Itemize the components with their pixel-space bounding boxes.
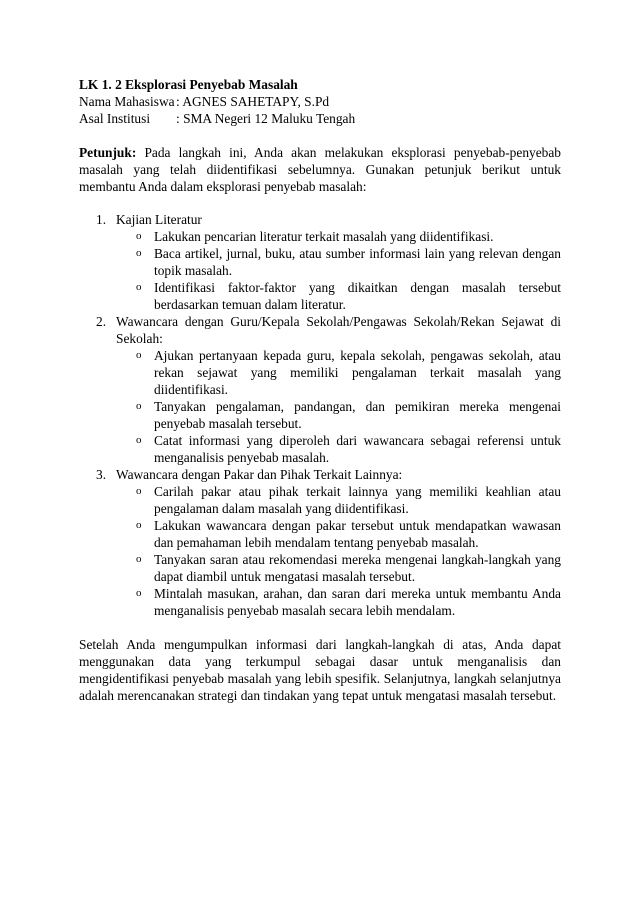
sub-list-text: Catat informasi yang diperoleh dari wawancara sebagai referensi untuk menganalisis penyebab masalah. (154, 433, 561, 465)
sub-list-text: Tanyakan pengalaman, pandangan, dan pemikiran mereka mengenai penyebab masalah tersebut. (154, 399, 561, 431)
document-title: LK 1. 2 Eksplorasi Penyebab Masalah (79, 77, 298, 92)
meta-value: : SMA Negeri 12 Maluku Tengah (176, 111, 356, 126)
sub-list (116, 228, 561, 313)
circle-bullet-icon: o (136, 519, 142, 531)
step-title: Wawancara dengan Guru/Kepala Sekolah/Pengawas Sekolah/Rekan Sejawat di Sekolah: (116, 314, 561, 346)
circle-bullet-icon: o (136, 400, 142, 412)
sub-list-text: Tanyakan saran atau rekomendasi mereka mengenai langkah-langkah yang dapat diambil untuk mengatasi masalah tersebut. (154, 552, 561, 584)
step-item (79, 211, 561, 313)
sub-list-item (116, 279, 561, 313)
sub-list-item (116, 551, 561, 585)
step-item (79, 466, 561, 619)
circle-bullet-icon: o (136, 281, 142, 293)
sub-list-item (116, 347, 561, 398)
circle-bullet-icon: o (136, 553, 142, 565)
meta-value: : AGNES SAHETAPY, S.Pd (176, 94, 330, 109)
sub-list-text: Identifikasi faktor-faktor yang dikaitkan dengan masalah tersebut berdasarkan temuan dalam literatur. (154, 280, 561, 312)
sub-list-item (116, 398, 561, 432)
sub-list-text: Lakukan wawancara dengan pakar tersebut untuk mendapatkan wawasan dan pemahaman lebih mendalam tentang penyebab masalah. (154, 518, 561, 550)
step-title: Kajian Literatur (116, 212, 202, 227)
meta-label: Asal Institusi (79, 111, 151, 126)
sub-list-text: Lakukan pencarian literatur terkait masalah yang diidentifikasi. (154, 229, 494, 244)
step-title: Wawancara dengan Pakar dan Pihak Terkait Lainnya: (116, 467, 403, 482)
sub-list-item (116, 228, 561, 245)
sub-list (116, 483, 561, 619)
step-number: 1. (96, 212, 107, 227)
sub-list-text: Baca artikel, jurnal, buku, atau sumber informasi lain yang relevan dengan topik masalah. (154, 246, 561, 278)
circle-bullet-icon: o (136, 485, 142, 497)
closing-paragraph: Setelah Anda mengumpulkan informasi dari langkah-langkah di atas, Anda dapat menggunakan data yang terkumpul sebagai dasar untuk menganalisis dan mengidentifikasi penyebab masalah yang lebih spesifik. Selanjutnya, langkah selanjutnya adalah merencanakan strategi dan tindakan yang tepat untuk mengatasi masalah tersebut. (79, 637, 561, 703)
meta-row-student-name (79, 93, 561, 110)
steps-list (79, 211, 561, 619)
circle-bullet-icon: o (136, 434, 142, 446)
step-number: 2. (96, 314, 107, 329)
step-item (79, 313, 561, 466)
sub-list-item (116, 483, 561, 517)
circle-bullet-icon: o (136, 247, 142, 259)
instructions-paragraph (79, 144, 561, 195)
sub-list-text: Ajukan pertanyaan kepada guru, kepala sekolah, pengawas sekolah, atau rekan sejawat yang memiliki pengalaman terkait masalah yang diidentifikasi. (154, 348, 561, 397)
sub-list-text: Mintalah masukan, arahan, dan saran dari mereka untuk membantu Anda menganalisis penyebab masalah secara lebih mendalam. (154, 586, 561, 618)
step-number: 3. (96, 467, 107, 482)
sub-list-item (116, 585, 561, 619)
circle-bullet-icon: o (136, 587, 142, 599)
circle-bullet-icon: o (136, 349, 142, 361)
instructions-label: Petunjuk: (79, 145, 137, 160)
sub-list-text: Carilah pakar atau pihak terkait lainnya yang memiliki keahlian atau pengalaman dalam masalah yang diidentifikasi. (154, 484, 561, 516)
sub-list-item (116, 517, 561, 551)
document-page (79, 76, 561, 717)
meta-label: Nama Mahasiswa (79, 94, 175, 109)
instructions-text: Pada langkah ini, Anda akan melakukan eksplorasi penyebab-penyebab masalah yang telah diidentifikasi sebelumnya. Gunakan petunjuk berikut untuk membantu Anda dalam eksplorasi penyebab masalah: (79, 145, 561, 194)
sub-list-item (116, 245, 561, 279)
sub-list-item (116, 432, 561, 466)
circle-bullet-icon: o (136, 230, 142, 242)
sub-list (116, 347, 561, 466)
meta-row-institution (79, 110, 561, 127)
